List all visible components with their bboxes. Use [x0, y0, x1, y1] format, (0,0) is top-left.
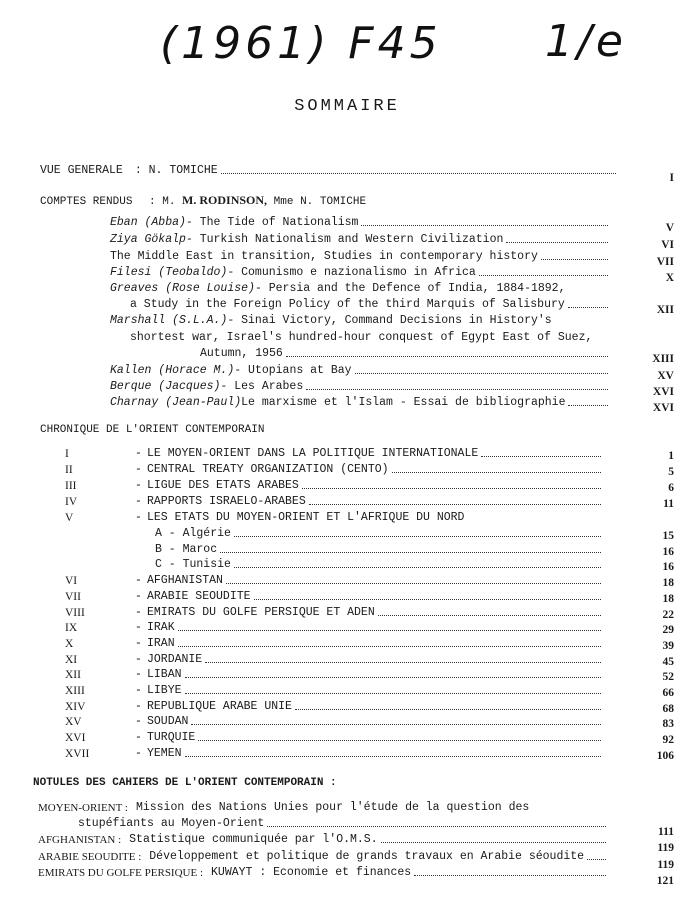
chronique-page: 52 — [662, 671, 674, 683]
chronique-page: 39 — [662, 640, 674, 652]
leader-dots — [254, 599, 601, 600]
chronique-row — [65, 606, 605, 619]
vue-generale-label: VUE GENERALE — [40, 164, 123, 177]
dash: - — [135, 511, 142, 524]
compte-rendu-title: - Les Arabes — [220, 380, 304, 393]
chronique-row — [65, 479, 605, 492]
chronique-row — [65, 653, 605, 666]
chronique-num: VII — [65, 591, 81, 603]
compte-rendu-row — [110, 380, 612, 393]
chronique-title: LIBAN — [147, 668, 182, 681]
chronique-title: EMIRATS DU GOLFE PERSIQUE ET ADEN — [147, 606, 375, 619]
leader-dots — [185, 693, 601, 694]
compte-rendu-title: - Turkish Nationalism and Western Civilization — [185, 233, 504, 246]
leader-dots — [361, 225, 608, 226]
compte-rendu-row — [110, 282, 566, 295]
notules-heading: NOTULES DES CAHIERS DE L'ORIENT CONTEMPORAIN : — [33, 777, 337, 789]
dash: - — [135, 747, 142, 760]
leader-dots — [414, 875, 606, 876]
notule-key: MOYEN-ORIENT : — [38, 802, 128, 814]
leader-dots — [479, 275, 608, 276]
notule-row — [38, 833, 610, 846]
chronique-title: LE MOYEN-ORIENT DANS LA POLITIQUE INTERNATIONALE — [147, 447, 479, 460]
chronique-title: LIGUE DES ETATS ARABES — [147, 479, 299, 492]
notule-row — [78, 817, 610, 830]
chronique-sub-page: 16 — [662, 561, 674, 573]
chronique-title: JORDANIE — [147, 653, 203, 666]
leader-dots — [568, 405, 608, 406]
chronique-sub-page: 15 — [662, 530, 674, 542]
chronique-page: 68 — [662, 703, 674, 715]
leader-dots — [309, 504, 601, 505]
leader-dots — [481, 456, 601, 457]
compte-rendu-title: - The Tide of Nationalism — [185, 216, 359, 229]
chronique-title: TURQUIE — [147, 731, 196, 744]
notule-key: ARABIE SEOUDITE : — [38, 851, 142, 863]
chronique-page: 92 — [662, 734, 674, 746]
compte-rendu-page: XVI — [652, 402, 674, 414]
chronique-row — [65, 684, 605, 697]
leader-dots — [355, 373, 608, 374]
chronique-sub-title: A - Algérie — [155, 527, 231, 540]
leader-dots — [185, 677, 601, 678]
leader-dots — [220, 552, 601, 553]
comptes-rendus-bold: M. RODINSON, — [182, 193, 268, 207]
dash: - — [135, 653, 142, 666]
dash: - — [135, 590, 142, 603]
compte-rendu-row — [110, 364, 612, 377]
compte-rendu-page: XII — [656, 304, 674, 316]
compte-rendu-page: X — [665, 272, 674, 284]
chronique-sub-row — [155, 558, 605, 571]
notule-page: 119 — [657, 842, 674, 854]
compte-rendu-row — [110, 314, 552, 327]
chronique-title: LIBYE — [147, 684, 182, 697]
notule-title: stupéfiants au Moyen-Orient — [78, 817, 265, 830]
chronique-num: I — [65, 448, 69, 460]
handwritten-mark: 1/e — [545, 16, 627, 67]
chronique-title: IRAK — [147, 621, 175, 634]
chronique-title: LES ETATS DU MOYEN-ORIENT ET L'AFRIQUE DU NORD — [147, 511, 465, 524]
compte-rendu-author: Ziya Gökalp — [110, 233, 186, 246]
compte-rendu-page: XIII — [652, 353, 674, 365]
dash: - — [135, 621, 142, 634]
chronique-title: ARABIE SEOUDITE — [147, 590, 251, 603]
leader-dots — [506, 242, 608, 243]
chronique-num: III — [65, 480, 77, 492]
chronique-page: 18 — [662, 577, 674, 589]
notule-key: AFGHANISTAN : — [38, 834, 122, 846]
compte-rendu-author: Charnay (Jean-Paul) — [110, 396, 242, 409]
compte-rendu-title: - Utopians at Bay — [234, 364, 352, 377]
compte-rendu-author: Filesi (Teobaldo) — [110, 266, 228, 279]
leader-dots — [198, 740, 601, 741]
chronique-page: 83 — [662, 718, 674, 730]
chronique-row — [65, 715, 605, 728]
compte-rendu-page: V — [665, 222, 674, 234]
leader-dots — [191, 724, 601, 725]
comptes-rendus-rest: Mme N. TOMICHE — [273, 196, 367, 208]
notule-page: 119 — [657, 859, 674, 871]
leader-dots — [541, 259, 608, 260]
compte-rendu-title: Autumn, 1956 — [200, 347, 283, 360]
compte-rendu-author: Eban (Abba) — [110, 216, 186, 229]
leader-dots — [286, 356, 608, 357]
dash: - — [135, 479, 142, 492]
compte-rendu-title: - Persia and the Defence of India, 1884-1892, — [254, 282, 566, 295]
chronique-sub-title: B - Maroc — [155, 543, 218, 556]
compte-rendu-row — [110, 396, 612, 409]
compte-rendu-row — [130, 331, 593, 344]
chronique-sub-row — [155, 543, 605, 556]
leader-dots — [302, 488, 601, 489]
compte-rendu-row — [110, 216, 612, 229]
compte-rendu-row — [110, 250, 612, 263]
dash: - — [135, 715, 142, 728]
chronique-row — [65, 668, 605, 681]
compte-rendu-row — [110, 266, 612, 279]
chronique-heading: CHRONIQUE DE L'ORIENT CONTEMPORAIN — [40, 424, 265, 436]
notule-page: 121 — [656, 875, 674, 887]
notule-title: KUWAYT : Economie et finances — [211, 866, 412, 879]
chronique-sub-row — [155, 527, 605, 540]
notule-title: Statistique communiquée par l'O.M.S. — [129, 833, 378, 846]
leader-dots — [267, 826, 606, 827]
chronique-page: 106 — [656, 750, 674, 762]
chronique-page: 11 — [663, 498, 674, 510]
dash: - — [135, 668, 142, 681]
notule-key: EMIRATS DU GOLFE PERSIQUE : — [38, 867, 204, 879]
compte-rendu-title: The Middle East in transition, Studies in contemporary history — [110, 250, 538, 263]
chronique-row — [65, 447, 605, 460]
compte-rendu-author: Berque (Jacques) — [110, 380, 221, 393]
dash: - — [135, 637, 142, 650]
chronique-sub-page: 16 — [662, 546, 674, 558]
leader-dots — [185, 756, 601, 757]
compte-rendu-row — [130, 298, 612, 311]
leader-dots — [205, 662, 601, 663]
compte-rendu-author: Kallen (Horace M.) — [110, 364, 235, 377]
chronique-num: XV — [65, 716, 82, 728]
chronique-title: IRAN — [147, 637, 175, 650]
compte-rendu-author: Marshall (S.L.A.) — [110, 314, 228, 327]
notule-page: 111 — [658, 826, 674, 838]
chronique-title: RAPPORTS ISRAELO-ARABES — [147, 495, 306, 508]
dash: - — [135, 495, 142, 508]
chronique-page: 66 — [662, 687, 674, 699]
chronique-row — [65, 637, 605, 650]
compte-rendu-row — [200, 347, 612, 360]
chronique-sub-title: C - Tunisie — [155, 558, 231, 571]
chronique-num: XIV — [65, 701, 86, 713]
compte-rendu-row — [110, 233, 612, 246]
chronique-num: XII — [65, 669, 81, 681]
notule-row — [38, 801, 560, 814]
chronique-page: 22 — [662, 609, 674, 621]
chronique-num: XIII — [65, 685, 85, 697]
chronique-title: YEMEN — [147, 747, 182, 760]
vue-generale-page: I — [669, 172, 674, 184]
compte-rendu-title: Le marxisme et l'Islam - Essai de bibliographie — [241, 396, 566, 409]
chronique-num: XVII — [65, 748, 90, 760]
chronique-row — [65, 590, 605, 603]
chronique-num: XI — [65, 654, 78, 666]
chronique-num: V — [65, 512, 74, 524]
chronique-num: II — [65, 464, 73, 476]
comptes-rendus-heading — [40, 193, 366, 208]
comptes-rendus-prefix: : M. — [149, 196, 176, 208]
chronique-row — [65, 511, 605, 524]
chronique-num: VI — [65, 575, 78, 587]
compte-rendu-title: - Comunismo e nazionalismo in Africa — [227, 266, 476, 279]
compte-rendu-page: XVI — [652, 386, 674, 398]
notule-row — [38, 850, 610, 863]
compte-rendu-page: VII — [656, 256, 674, 268]
chronique-page: 5 — [668, 466, 674, 478]
leader-dots — [295, 709, 601, 710]
compte-rendu-title: - Sinai Victory, Command Decisions in History's — [227, 314, 552, 327]
compte-rendu-title: shortest war, Israel's hundred-hour conquest of Egypt East of Suez, — [130, 331, 593, 344]
page-title: SOMMAIRE — [294, 97, 400, 116]
leader-dots — [381, 842, 606, 843]
dash: - — [135, 447, 142, 460]
vue-generale-row — [40, 164, 620, 177]
chronique-num: IX — [65, 622, 78, 634]
chronique-page: 6 — [668, 482, 674, 494]
leader-dots — [178, 630, 601, 631]
notule-row — [38, 866, 610, 879]
leader-dots — [306, 389, 608, 390]
chronique-row — [65, 621, 605, 634]
chronique-title: REPUBLIQUE ARABE UNIE — [147, 700, 292, 713]
chronique-page: 29 — [662, 624, 674, 636]
compte-rendu-page: VI — [661, 239, 674, 251]
dash: - — [135, 731, 142, 744]
dash: - — [135, 684, 142, 697]
chronique-num: X — [65, 638, 74, 650]
chronique-num: VIII — [65, 607, 85, 619]
chronique-page: 1 — [668, 450, 674, 462]
comptes-rendus-label: COMPTES RENDUS — [40, 196, 133, 208]
leader-dots — [378, 615, 601, 616]
chronique-row — [65, 463, 605, 476]
chronique-title: AFGHANISTAN — [147, 574, 223, 587]
dash: - — [135, 574, 142, 587]
compte-rendu-author: Greaves (Rose Louise) — [110, 282, 255, 295]
leader-dots — [234, 536, 601, 537]
vue-generale-author: : N. TOMICHE — [134, 164, 218, 177]
leader-dots — [392, 472, 601, 473]
handwritten-code: (1961) F45 — [160, 18, 442, 69]
leader-dots — [587, 859, 606, 860]
chronique-num: XVI — [65, 732, 86, 744]
leader-dots — [178, 646, 601, 647]
compte-rendu-page: XV — [657, 370, 674, 382]
compte-rendu-title: a Study in the Foreign Policy of the third Marquis of Salisbury — [130, 298, 565, 311]
chronique-row — [65, 731, 605, 744]
chronique-row — [65, 747, 605, 760]
chronique-num: IV — [65, 496, 78, 508]
dash: - — [135, 700, 142, 713]
dash: - — [135, 463, 142, 476]
chronique-page: 45 — [662, 656, 674, 668]
leader-dots — [568, 307, 608, 308]
chronique-title: SOUDAN — [147, 715, 189, 728]
dash: - — [135, 606, 142, 619]
notule-title: Mission des Nations Unies pour l'étude de la question des — [135, 801, 530, 814]
chronique-row — [65, 574, 605, 587]
notule-title: Développement et politique de grands travaux en Arabie séoudite — [149, 850, 585, 863]
chronique-row — [65, 495, 605, 508]
leader-dots — [234, 567, 601, 568]
chronique-page: 18 — [662, 593, 674, 605]
chronique-row — [65, 700, 605, 713]
chronique-title: CENTRAL TREATY ORGANIZATION (CENTO) — [147, 463, 389, 476]
leader-dots — [226, 583, 601, 584]
